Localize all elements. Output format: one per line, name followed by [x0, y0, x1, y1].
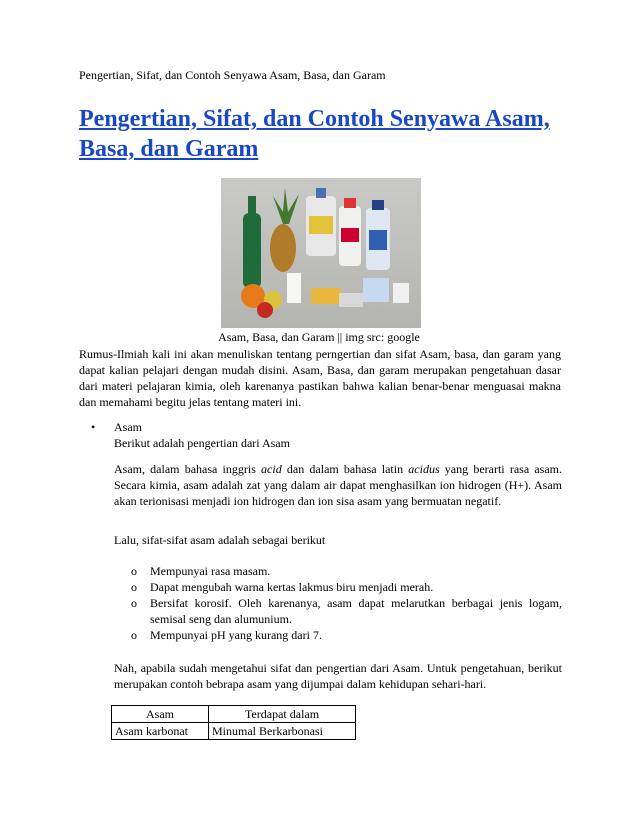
table-cell: Minumal Berkarbonasi [209, 723, 356, 740]
page-title[interactable]: Pengertian, Sifat, dan Contoh Senyawa Asam, Basa, dan Garam [79, 106, 550, 162]
list-item-text: Mempunyai pH yang kurang dari 7. [150, 628, 322, 642]
term-acidus: acidus [408, 462, 440, 476]
list-marker: o [131, 628, 137, 642]
product-photo [221, 178, 421, 328]
examples-table [111, 705, 356, 740]
list-item-text: Bersifat korosif. Oleh karenanya, asam dapat melarutkan berbagai jenis logam, semisal seng dan alumunium. [150, 596, 562, 626]
list-item [131, 563, 562, 579]
properties-intro: Lalu, sifat-sifat asam adalah sebagai berikut [114, 533, 326, 547]
section-lead: Berikut adalah pengertian dari Asam [114, 436, 290, 450]
list-item [131, 579, 562, 595]
list-item [131, 627, 562, 643]
table-header-cell: Terdapat dalam [209, 706, 356, 723]
section-heading: Asam [114, 420, 142, 434]
definition-paragraph: Asam, dalam bahasa inggris acid dan dalam bahasa latin acidus yang berarti rasa asam. Secara kimia, asam adalah zat yang dalam air dapat menghasilkan ion hidrogen (H+). Asam akan terionisasi menjadi ion hidrogen dan ion sisa asam yang bermuatan negatif. [114, 462, 562, 508]
list-marker: o [131, 580, 137, 594]
table-row [112, 723, 356, 740]
image-caption: Asam, Basa, dan Garam || img src: google [218, 330, 420, 344]
header-line: Pengertian, Sifat, dan Contoh Senyawa Asam, Basa, dan Garam [79, 68, 386, 82]
list-marker: o [131, 596, 137, 610]
table-cell: Asam karbonat [112, 723, 209, 740]
bullet-marker: • [91, 420, 96, 434]
intro-paragraph: Rumus-Ilmiah kali ini akan menuliskan tentang perngertian dan sifat Asam, basa, dan garam yang dapat kalian pelajari dengan mudah disini. Asam, Basa, dan garam merupakan pengetahuan dasar dari materi pelajaran kimia, oleh karenanya pastikan bahwa kalian benar-benar menguasai makna dan memahami begitu jelas tentang materi ini. [79, 347, 561, 409]
list-item [131, 595, 562, 627]
list-item-text: Mempunyai rasa masam. [150, 564, 271, 578]
list-marker: o [131, 564, 137, 578]
examples-intro: Nah, apabila sudah mengetahui sifat dan pengertian dari Asam. Untuk pengetahuan, berikut merupakan contoh bebrapa asam yang dijumpai dalam kehidupan sehari-hari. [114, 661, 562, 691]
table-header-cell: Asam [112, 706, 209, 723]
term-acid: acid [261, 462, 282, 476]
table-header-row [112, 706, 356, 723]
list-item-text: Dapat mengubah warna kertas lakmus biru menjadi merah. [150, 580, 434, 594]
